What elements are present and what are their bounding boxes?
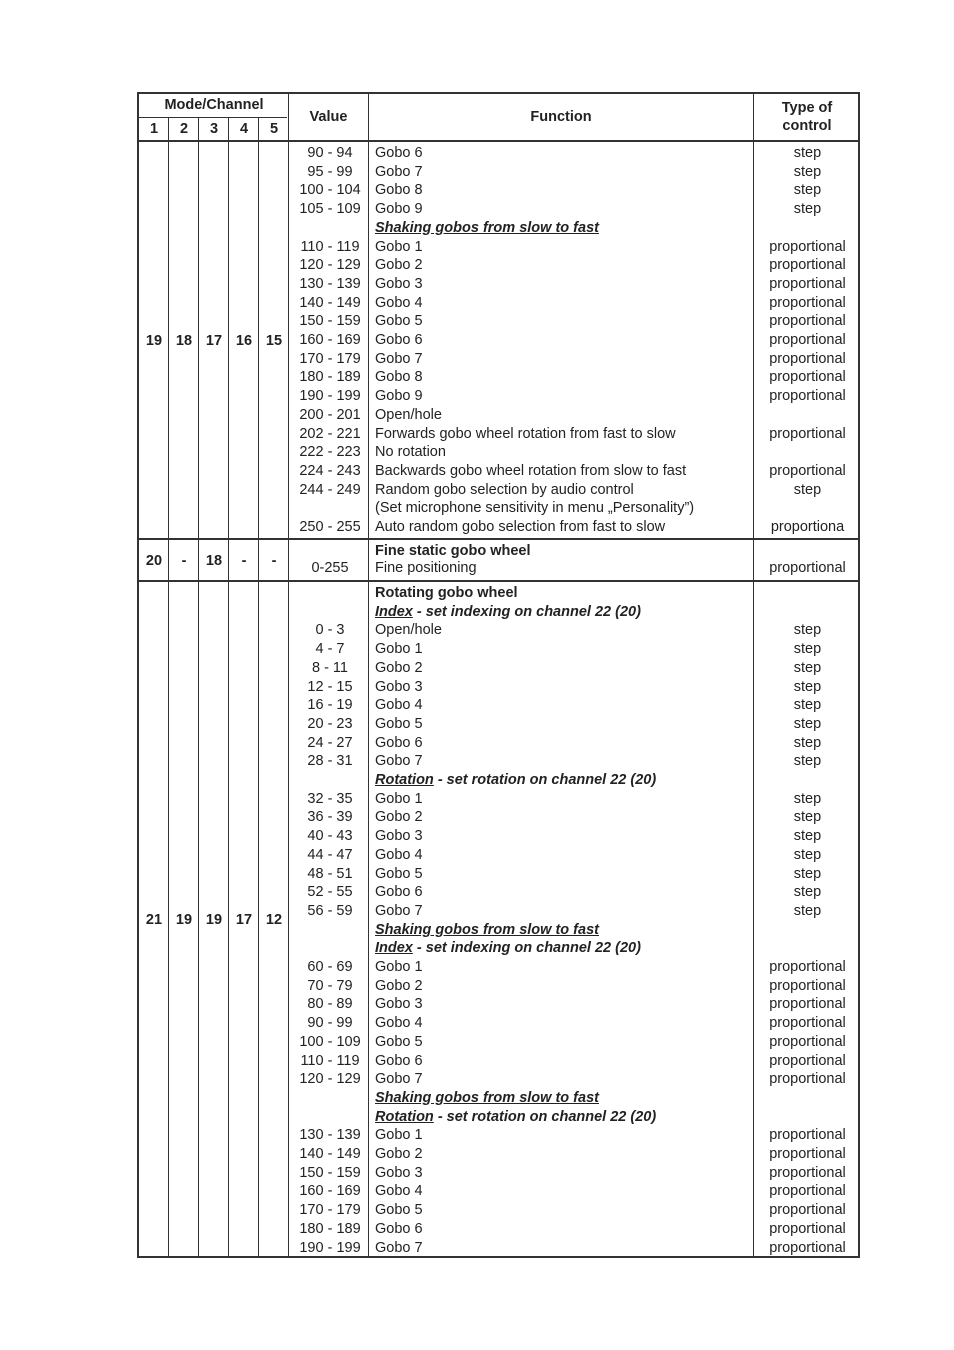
type-cell: step: [793, 809, 822, 826]
value-cell: 190 - 199: [299, 388, 361, 405]
function-cell: Gobo 9: [375, 201, 423, 218]
type-cell: proportional: [769, 1146, 846, 1162]
type-cell: step: [793, 678, 822, 695]
value-cell: 130 - 139: [299, 275, 361, 292]
function-heading: Shaking gobos from slow to fast: [375, 921, 599, 938]
channel-mode-1: 21: [145, 912, 163, 928]
header-bottom-border: [139, 140, 858, 142]
function-cell: (Set microphone sensitivity in menu „Personality”): [375, 500, 695, 517]
type-cell: proportiona: [770, 519, 845, 535]
function-cell: Gobo 8: [375, 182, 423, 199]
table-row: [139, 481, 858, 500]
value-header: Value: [309, 109, 348, 125]
function-cell: Gobo 5: [375, 715, 423, 732]
function-cell: Auto random gobo selection from fast to slow: [375, 519, 666, 535]
type-cell: proportional: [769, 238, 846, 255]
mode-4-header: 4: [239, 121, 249, 137]
value-cell: 140 - 149: [299, 294, 361, 311]
function-cell: Gobo 5: [375, 1033, 423, 1050]
value-cell: 4 - 7: [315, 641, 345, 658]
function-cell: Gobo 1: [375, 641, 423, 658]
table-row: [139, 499, 858, 518]
type-cell: step: [793, 902, 822, 919]
value-cell: 170 - 179: [299, 350, 361, 367]
table-row: [139, 958, 858, 977]
value-cell: 100 - 104: [299, 182, 361, 199]
table-row: [139, 350, 858, 369]
type-cell: step: [793, 163, 822, 180]
function-cell: Gobo 4: [375, 846, 423, 863]
table-row: [139, 865, 858, 884]
table-row: [139, 734, 858, 753]
type-cell: proportional: [769, 1183, 846, 1200]
type-cell: proportional: [769, 388, 846, 405]
value-cell: 28 - 31: [307, 753, 353, 770]
value-cell: 36 - 39: [307, 809, 353, 826]
value-cell: 90 - 99: [307, 1015, 353, 1032]
type-cell: proportional: [769, 996, 846, 1013]
table-row: [139, 846, 858, 865]
table-row: [139, 200, 858, 219]
type-cell: step: [793, 697, 822, 714]
table-row: [139, 1014, 858, 1033]
function-cell: Backwards gobo wheel rotation from slow to fast: [375, 462, 687, 479]
table-row: [139, 883, 858, 902]
channel-mode-2: -: [181, 552, 187, 569]
type-cell: proportional: [769, 1127, 846, 1144]
value-cell: 24 - 27: [307, 734, 353, 751]
function-cell: Gobo 4: [375, 697, 423, 714]
table-row: [139, 752, 858, 771]
function-cell: Gobo 9: [375, 388, 423, 405]
function-cell: Forwards gobo wheel rotation from fast to slow: [375, 425, 676, 442]
table-row: [139, 462, 858, 481]
table-row: [139, 1145, 858, 1164]
table-row: [139, 1070, 858, 1089]
value-cell: 95 - 99: [307, 163, 353, 180]
table-row: [139, 443, 858, 462]
value-cell: 180 - 189: [299, 1220, 361, 1237]
type-cell: proportional: [769, 1015, 846, 1032]
table-row: [139, 181, 858, 200]
function-label-rest: - set rotation on channel 22 (20): [433, 772, 657, 788]
value-cell: 32 - 35: [307, 790, 353, 807]
function-cell: Gobo 7: [375, 350, 423, 367]
type-cell: proportional: [769, 462, 846, 479]
type-header-line1: Type of: [781, 100, 833, 116]
table-row: [139, 921, 858, 940]
function-cell: Open/hole: [375, 406, 442, 423]
type-cell: proportional: [769, 313, 846, 330]
channel-mode-5: 15: [265, 332, 283, 349]
type-cell: proportional: [769, 959, 846, 975]
value-cell: 190 - 199: [299, 1239, 361, 1256]
table-row: [139, 425, 858, 444]
value-cell: 244 - 249: [299, 481, 361, 498]
channel-mode-3: 18: [205, 552, 223, 569]
table-row: [139, 640, 858, 659]
function-label: Rotation: [375, 1108, 434, 1125]
type-cell: step: [793, 884, 822, 901]
table-row: [139, 559, 858, 578]
type-cell: proportional: [769, 1202, 846, 1219]
function-cell: Gobo 1: [375, 1127, 423, 1144]
type-cell: step: [793, 622, 822, 639]
function-cell: [375, 603, 641, 622]
table-row: [139, 256, 858, 275]
table-row: [139, 977, 858, 996]
function-cell: [375, 1089, 599, 1108]
function-cell: [375, 1108, 656, 1127]
type-cell: proportional: [769, 1071, 846, 1088]
function-cell: Fine static gobo wheel: [375, 542, 531, 559]
table-row: [139, 542, 858, 561]
function-cell: Gobo 3: [375, 275, 423, 292]
type-cell: step: [793, 201, 822, 218]
channel-mode-4: 17: [235, 912, 253, 928]
channel-mode-5: -: [271, 552, 277, 569]
type-cell: proportional: [769, 977, 846, 994]
function-cell: Open/hole: [375, 622, 442, 639]
type-cell: step: [793, 753, 822, 770]
type-cell: proportional: [769, 1052, 846, 1069]
function-cell: Gobo 2: [375, 659, 423, 676]
value-cell: 100 - 109: [299, 1033, 361, 1050]
value-cell: 90 - 94: [307, 145, 353, 161]
type-header-line2: control: [782, 118, 832, 134]
value-cell: 70 - 79: [307, 977, 353, 994]
value-cell: 110 - 119: [300, 238, 360, 255]
value-cell: 48 - 51: [307, 865, 353, 882]
table-row: [139, 808, 858, 827]
table-row: [139, 1126, 858, 1145]
type-cell: proportional: [769, 294, 846, 311]
type-cell: step: [793, 659, 822, 676]
function-cell: Gobo 7: [375, 1239, 423, 1256]
mode-3-header: 3: [209, 121, 219, 137]
table-row: [139, 1239, 858, 1258]
type-cell: step: [793, 145, 822, 161]
table-row: [139, 312, 858, 331]
dmx-channel-table: [137, 92, 860, 1258]
type-cell: step: [793, 734, 822, 751]
type-cell: proportional: [769, 1220, 846, 1237]
value-cell: 140 - 149: [299, 1146, 361, 1162]
function-cell: Gobo 4: [375, 1015, 423, 1032]
function-cell: Gobo 4: [375, 294, 423, 311]
table-row: [139, 1164, 858, 1183]
function-label: Index: [375, 940, 413, 957]
value-cell: 0 - 3: [315, 622, 345, 639]
channel-mode-4: 16: [235, 332, 253, 349]
table-row: [139, 939, 858, 958]
table-row: [139, 163, 858, 182]
channel-mode-2: 19: [175, 912, 193, 928]
function-cell: Gobo 3: [375, 828, 423, 845]
section-divider: [139, 538, 858, 540]
table-row: [139, 294, 858, 313]
table-row: [139, 331, 858, 350]
value-cell: 222 - 223: [299, 444, 361, 461]
table-row: [139, 659, 858, 678]
channel-mode-2: 18: [175, 332, 193, 349]
table-row: [139, 387, 858, 406]
value-cell: 202 - 221: [299, 425, 361, 442]
function-cell: [375, 921, 599, 940]
table-row: [139, 790, 858, 809]
value-cell: 8 - 11: [311, 659, 348, 676]
type-cell: proportional: [769, 257, 846, 274]
table-row: [139, 584, 858, 603]
value-cell: 0-255: [311, 559, 349, 576]
type-cell: step: [793, 828, 822, 845]
type-cell: proportional: [769, 369, 846, 386]
function-cell: Gobo 7: [375, 753, 423, 770]
value-cell: 20 - 23: [307, 715, 353, 732]
function-cell: Gobo 2: [375, 257, 423, 274]
function-cell: Gobo 1: [375, 790, 423, 807]
function-cell: Gobo 6: [375, 1220, 423, 1237]
function-label: Rotation: [375, 772, 434, 788]
mode-header-divider: [139, 117, 287, 118]
value-cell: 150 - 159: [299, 1164, 361, 1181]
value-cell: 80 - 89: [307, 996, 353, 1013]
table-row: [139, 827, 858, 846]
table-row: [139, 995, 858, 1014]
function-cell: Gobo 5: [375, 865, 423, 882]
channel-mode-3: 17: [205, 332, 223, 349]
table-row: [139, 238, 858, 257]
channel-mode-3: 19: [205, 912, 223, 928]
function-cell: Gobo 6: [375, 145, 423, 161]
function-header: Function: [530, 109, 592, 125]
function-cell: Gobo 7: [375, 1071, 423, 1088]
function-cell: Gobo 2: [375, 1146, 423, 1162]
type-cell: proportional: [769, 350, 846, 367]
value-cell: 16 - 19: [307, 697, 353, 714]
value-cell: 250 - 255: [299, 519, 361, 535]
function-label: Index: [375, 603, 413, 620]
function-cell: No rotation: [375, 444, 446, 461]
type-cell: step: [793, 846, 822, 863]
table-row: [139, 696, 858, 715]
table-row: [139, 144, 858, 163]
type-cell: proportional: [769, 425, 846, 442]
table-row: [139, 219, 858, 238]
value-cell: 160 - 169: [299, 1183, 361, 1200]
channel-mode-4: -: [241, 552, 247, 569]
value-cell: 12 - 15: [307, 678, 353, 695]
mode-1-header: 1: [149, 121, 159, 137]
function-cell: Gobo 7: [375, 902, 423, 919]
function-cell: Gobo 1: [375, 959, 423, 975]
table-row: [139, 368, 858, 387]
function-cell: Gobo 6: [375, 884, 423, 901]
table-row: [139, 1182, 858, 1201]
function-cell: Gobo 3: [375, 678, 423, 695]
value-cell: 170 - 179: [299, 1202, 361, 1219]
value-cell: 40 - 43: [307, 828, 353, 845]
table-row: [139, 518, 858, 537]
table-row: [139, 678, 858, 697]
function-cell: Gobo 6: [375, 332, 423, 348]
function-cell: Gobo 8: [375, 369, 423, 386]
type-cell: step: [793, 481, 822, 498]
value-cell: 160 - 169: [299, 332, 361, 348]
type-cell: proportional: [769, 332, 846, 348]
function-cell: [375, 219, 599, 238]
type-cell: proportional: [769, 1164, 846, 1181]
value-cell: 224 - 243: [299, 462, 361, 479]
table-row: [139, 715, 858, 734]
table-row: [139, 1220, 858, 1239]
table-row: [139, 771, 858, 790]
mode-5-header: 5: [269, 121, 279, 137]
value-cell: 150 - 159: [299, 313, 361, 330]
value-cell: 44 - 47: [307, 846, 353, 863]
section-divider: [139, 580, 858, 582]
function-cell: Rotating gobo wheel: [375, 585, 518, 601]
value-cell: 56 - 59: [307, 902, 353, 919]
mode-2-header: 2: [179, 121, 189, 137]
value-cell: 200 - 201: [299, 406, 361, 423]
function-label-rest: - set indexing on channel 22 (20): [412, 940, 641, 957]
type-cell: proportional: [769, 559, 846, 576]
channel-mode-1: 19: [145, 332, 163, 349]
function-cell: Gobo 6: [375, 734, 423, 751]
function-cell: Gobo 5: [375, 313, 423, 330]
table-row: [139, 1201, 858, 1220]
table-row: [139, 1052, 858, 1071]
value-cell: 110 - 119: [300, 1052, 360, 1069]
table-row: [139, 406, 858, 425]
function-cell: Gobo 7: [375, 163, 423, 180]
table-row: [139, 621, 858, 640]
value-cell: 52 - 55: [307, 884, 353, 901]
table-row: [139, 603, 858, 622]
function-heading: Shaking gobos from slow to fast: [375, 219, 599, 236]
type-cell: step: [793, 790, 822, 807]
mode-channel-header: Mode/Channel: [164, 97, 264, 113]
type-cell: proportional: [769, 1239, 846, 1256]
value-cell: 105 - 109: [299, 201, 361, 218]
function-cell: [375, 939, 641, 958]
function-label-rest: - set indexing on channel 22 (20): [412, 603, 641, 620]
function-label-rest: - set rotation on channel 22 (20): [433, 1108, 657, 1125]
function-cell: Gobo 6: [375, 1052, 423, 1069]
table-row: [139, 902, 858, 921]
value-cell: 130 - 139: [299, 1127, 361, 1144]
table-row: [139, 275, 858, 294]
table-row: [139, 1089, 858, 1108]
type-cell: step: [793, 641, 822, 658]
table-row: [139, 1108, 858, 1127]
function-cell: Gobo 1: [375, 238, 423, 255]
function-cell: Gobo 2: [375, 977, 423, 994]
channel-mode-1: 20: [145, 552, 163, 569]
channel-mode-5: 12: [265, 912, 283, 928]
table-row: [139, 1033, 858, 1052]
function-cell: Gobo 5: [375, 1202, 423, 1219]
value-cell: 180 - 189: [299, 369, 361, 386]
type-cell: proportional: [769, 1033, 846, 1050]
function-cell: [375, 771, 656, 790]
type-cell: proportional: [769, 275, 846, 292]
function-cell: Fine positioning: [375, 559, 477, 576]
type-cell: step: [793, 182, 822, 199]
type-cell: step: [793, 715, 822, 732]
function-cell: Gobo 4: [375, 1183, 423, 1200]
value-cell: 60 - 69: [307, 959, 353, 975]
type-cell: step: [793, 865, 822, 882]
value-cell: 120 - 129: [299, 1071, 361, 1088]
function-cell: Gobo 2: [375, 809, 423, 826]
value-cell: 120 - 129: [299, 257, 361, 274]
function-heading: Shaking gobos from slow to fast: [375, 1089, 599, 1106]
function-cell: Random gobo selection by audio control: [375, 481, 634, 498]
function-cell: Gobo 3: [375, 996, 423, 1013]
function-cell: Gobo 3: [375, 1164, 423, 1181]
